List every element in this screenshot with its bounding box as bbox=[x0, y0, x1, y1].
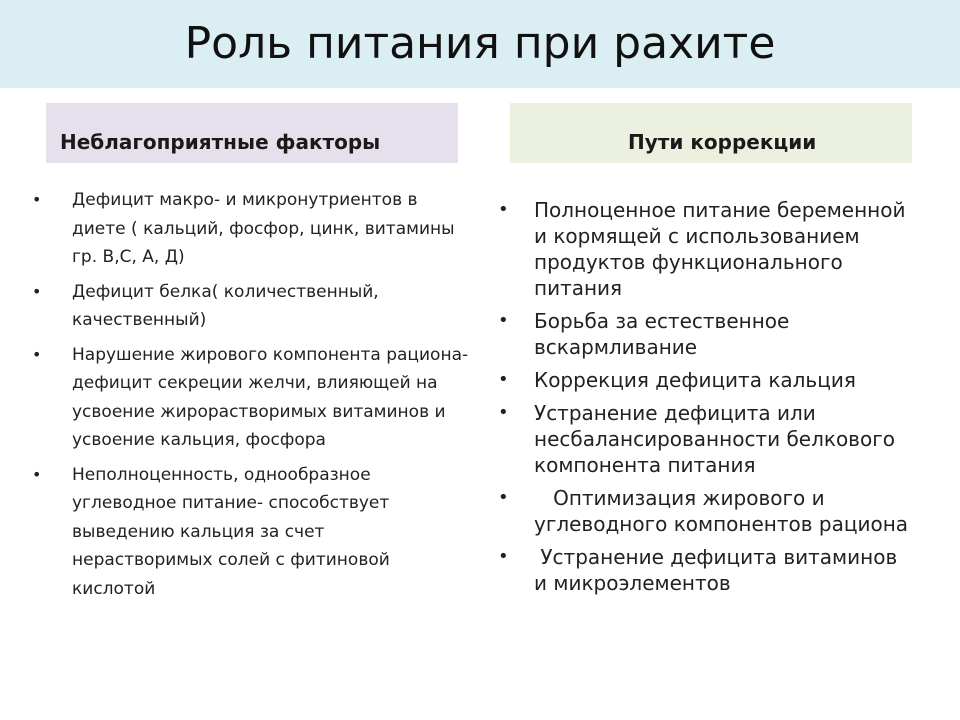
list-item-text: Устранение дефицита витаминов и микроэлементов bbox=[534, 545, 904, 595]
slide-title: Роль питания при рахите bbox=[184, 18, 776, 69]
list-item-text: Неполноценность, однообразное углеводное питание- способствует выведению кальция за счет нерастворимых солей с фитиновой кислотой bbox=[72, 464, 396, 599]
right-column-header bbox=[510, 103, 912, 163]
bullet-icon: • bbox=[32, 281, 42, 301]
correction-methods-list bbox=[494, 197, 914, 603]
list-item bbox=[494, 485, 914, 537]
list-item-text: Оптимизация жирового и углеводного компонентов рациона bbox=[534, 486, 909, 536]
left-column-header bbox=[46, 103, 458, 163]
bullet-icon: • bbox=[498, 310, 509, 331]
list-item bbox=[30, 461, 470, 604]
bullet-icon: • bbox=[498, 546, 509, 567]
list-item bbox=[494, 308, 914, 360]
bullet-icon: • bbox=[498, 402, 509, 423]
list-item-text: Коррекция дефицита кальция bbox=[534, 368, 856, 392]
list-item-text: Дефицит макро- и микронутриентов в диете ( кальций, фосфор, цинк, витамины гр. В,С, А, Д) bbox=[72, 190, 460, 267]
list-item bbox=[30, 186, 470, 272]
list-item bbox=[494, 544, 914, 596]
list-item-text: Нарушение жирового компонента рациона- дефицит секреции желчи, влияющей на усвоение жирорастворимых витаминов и усвоение кальция, фосфора bbox=[72, 344, 474, 450]
bullet-icon: • bbox=[32, 190, 42, 209]
list-item-text: Дефицит белка( количественный, качественный) bbox=[72, 281, 385, 330]
list-item bbox=[30, 278, 470, 335]
bullet-icon: • bbox=[498, 199, 509, 220]
list-item bbox=[30, 341, 474, 455]
right-header-label: Пути коррекции bbox=[628, 130, 817, 154]
left-header-label: Неблагоприятные факторы bbox=[60, 130, 381, 154]
list-item bbox=[494, 367, 914, 393]
bullet-icon: • bbox=[32, 464, 42, 484]
bullet-icon: • bbox=[498, 369, 509, 390]
list-item bbox=[494, 197, 914, 301]
list-item bbox=[494, 400, 914, 478]
bullet-icon: • bbox=[498, 487, 509, 508]
adverse-factors-list bbox=[30, 186, 474, 609]
list-item-text: Устранение дефицита или несбалансированности белкового компонента питания bbox=[534, 401, 902, 477]
bullet-icon: • bbox=[32, 344, 42, 364]
list-item-text: Полноценное питание беременной и кормящей с использованием продуктов функционального питания bbox=[534, 198, 912, 300]
title-bar bbox=[0, 0, 960, 88]
list-item-text: Борьба за естественное вскармливание bbox=[534, 309, 796, 359]
